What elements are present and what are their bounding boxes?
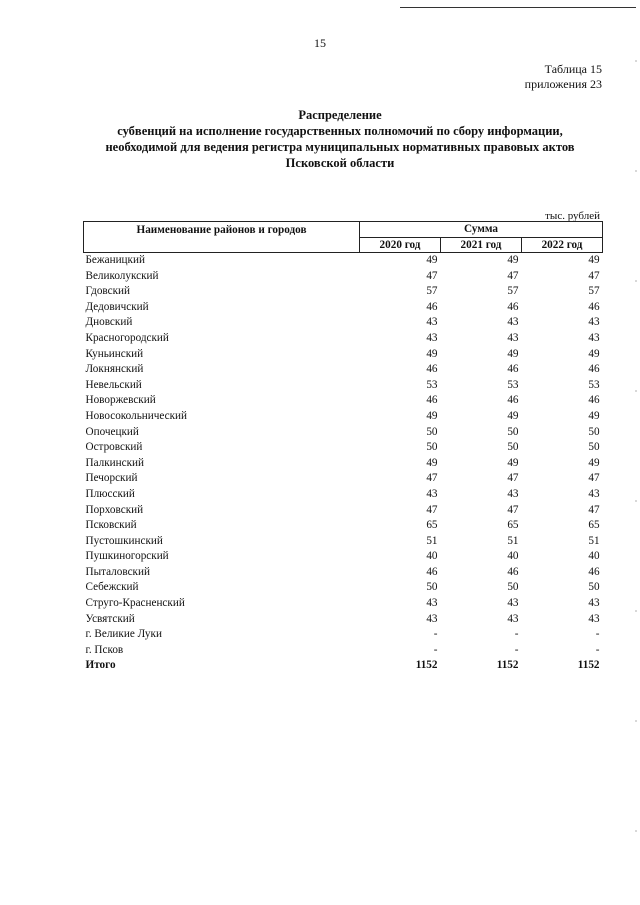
table-row: [84, 269, 603, 285]
amount-2021: 50: [507, 425, 519, 438]
amount-2020: 50: [426, 581, 438, 594]
top-rule: [400, 7, 636, 8]
document-title-line-1: Распределение: [298, 108, 382, 122]
table-row: [84, 627, 603, 643]
district-name: Палкинский: [85, 456, 145, 469]
district-name: Новоржевский: [85, 394, 156, 407]
district-name: Бежаницкий: [85, 254, 145, 266]
amount-2020: 43: [426, 612, 438, 625]
amount-2022: 43: [588, 597, 600, 610]
amount-2021: 49: [507, 347, 519, 360]
amount-2020: -: [433, 643, 438, 656]
amount-2021: 47: [507, 269, 519, 282]
amount-2021: 49: [507, 456, 519, 469]
district-name: Пыталовский: [85, 565, 150, 578]
amount-2021: 53: [507, 378, 519, 391]
amount-2022: 47: [588, 503, 600, 516]
distribution-table: [83, 221, 603, 674]
amount-2020: 46: [426, 300, 438, 313]
page-number: 15: [314, 36, 326, 50]
amount-2020: 49: [426, 254, 438, 266]
amount-2021: 43: [507, 331, 519, 344]
amount-2021: -: [514, 628, 519, 641]
amount-2021: 51: [507, 534, 519, 547]
amount-2020: 40: [426, 550, 438, 563]
amount-2022: 49: [588, 409, 600, 422]
district-name: Печорский: [85, 472, 138, 485]
scan-edge-marks: [635, 0, 637, 905]
header-sum: Сумма: [360, 222, 603, 238]
district-name: Куньинский: [85, 347, 144, 360]
table-row: [84, 471, 603, 487]
table-row: [84, 596, 603, 612]
amount-2022: 49: [588, 254, 600, 266]
header-year-2021: 2021 год: [441, 237, 522, 253]
amount-2020: 47: [426, 472, 438, 485]
amount-2022: 65: [588, 519, 600, 532]
header-name: Наименование районов и городов: [84, 222, 360, 253]
amount-2022: 43: [588, 316, 600, 329]
amount-2020: 49: [426, 456, 438, 469]
amount-2022: 50: [588, 581, 600, 594]
amount-2022: 53: [588, 378, 600, 391]
amount-2022: 47: [588, 269, 600, 282]
amount-2021: 46: [507, 363, 519, 376]
amount-2022: 40: [588, 550, 600, 563]
table-row: [84, 518, 603, 534]
amount-2022: -: [595, 628, 600, 641]
amount-2020: 43: [426, 331, 438, 344]
table-row: [84, 315, 603, 331]
amount-2022: 46: [588, 394, 600, 407]
table-row: [84, 440, 603, 456]
district-name: Плюсский: [85, 487, 135, 500]
table-row: [84, 253, 603, 269]
total-label: Итого: [85, 659, 116, 672]
district-name: г. Великие Луки: [85, 628, 162, 641]
amount-2020: 46: [426, 363, 438, 376]
district-name: Дновский: [85, 316, 133, 329]
district-name: Струго-Красненский: [85, 597, 185, 610]
table-caption-number: Таблица 15: [544, 62, 602, 76]
amount-2022: 57: [588, 285, 600, 298]
district-name: Невельский: [85, 378, 142, 391]
amount-2021: 50: [507, 441, 519, 454]
district-name: Локнянский: [85, 363, 144, 376]
district-name: Псковский: [85, 519, 137, 532]
total-value-2022: 1152: [577, 659, 600, 672]
amount-2020: 57: [426, 285, 438, 298]
amount-2020: 53: [426, 378, 438, 391]
amount-2021: 40: [507, 550, 519, 563]
total-value-2021: 1152: [496, 659, 519, 672]
amount-2022: 43: [588, 331, 600, 344]
table-row: [84, 456, 603, 472]
table-body: [84, 253, 603, 675]
district-name: Пушкиногорский: [85, 550, 169, 563]
table-row: [84, 300, 603, 316]
amount-2022: 50: [588, 425, 600, 438]
amount-2022: 50: [588, 441, 600, 454]
amount-2022: 47: [588, 472, 600, 485]
amount-2021: 43: [507, 597, 519, 610]
table-row: [84, 347, 603, 363]
amount-2021: 47: [507, 472, 519, 485]
amount-2021: 46: [507, 394, 519, 407]
table-total-row: [84, 658, 603, 674]
amount-2022: 43: [588, 487, 600, 500]
district-name: Гдовский: [85, 285, 131, 298]
table-row: [84, 362, 603, 378]
amount-2022: 43: [588, 612, 600, 625]
amount-2022: 46: [588, 363, 600, 376]
amount-2021: 65: [507, 519, 519, 532]
district-name: Дедовичский: [85, 300, 149, 313]
amount-2021: 47: [507, 503, 519, 516]
amount-2020: 50: [426, 441, 438, 454]
total-value-2020: 1152: [415, 659, 438, 672]
header-year-2022: 2022 год: [522, 237, 603, 253]
amount-2022: 49: [588, 456, 600, 469]
amount-2020: 50: [426, 425, 438, 438]
amount-2020: 43: [426, 487, 438, 500]
amount-2021: 46: [507, 565, 519, 578]
table-row: [84, 409, 603, 425]
table-caption-appendix: приложения 23: [524, 77, 602, 91]
amount-2022: 46: [588, 565, 600, 578]
table-row: [84, 503, 603, 519]
document-title-line-2: субвенций на исполнение государственных полномочий по сбору информации,: [117, 124, 563, 138]
amount-2021: 49: [507, 409, 519, 422]
amount-2020: 51: [426, 534, 438, 547]
district-name: Островский: [85, 441, 143, 454]
amount-2021: 49: [507, 254, 519, 266]
amount-2022: 46: [588, 300, 600, 313]
district-name: г. Псков: [85, 643, 124, 656]
amount-2020: 46: [426, 565, 438, 578]
amount-2021: 43: [507, 612, 519, 625]
district-name: Новосокольнический: [85, 409, 188, 422]
amount-2021: 46: [507, 300, 519, 313]
table-row: [84, 425, 603, 441]
table-row: [84, 612, 603, 628]
amount-2021: -: [514, 643, 519, 656]
amount-2020: 49: [426, 347, 438, 360]
amount-2021: 43: [507, 487, 519, 500]
amount-2020: -: [433, 628, 438, 641]
amount-2021: 43: [507, 316, 519, 329]
table-row: [84, 284, 603, 300]
district-name: Усвятский: [85, 612, 135, 625]
amount-2020: 47: [426, 503, 438, 516]
district-name: Великолукский: [85, 269, 159, 282]
table-row: [84, 643, 603, 659]
district-name: Опочецкий: [85, 425, 139, 438]
amount-2020: 43: [426, 597, 438, 610]
district-name: Пустошкинский: [85, 534, 163, 547]
amount-2021: 50: [507, 581, 519, 594]
amount-2021: 57: [507, 285, 519, 298]
document-title-line-4: Псковской области: [285, 156, 395, 170]
table-row: [84, 331, 603, 347]
table-row: [84, 487, 603, 503]
table-row: [84, 580, 603, 596]
table-row: [84, 393, 603, 409]
header-year-2020: 2020 год: [360, 237, 441, 253]
amount-2020: 43: [426, 316, 438, 329]
table-row: [84, 534, 603, 550]
amount-2022: -: [595, 643, 600, 656]
amount-2020: 49: [426, 409, 438, 422]
amount-2020: 47: [426, 269, 438, 282]
district-name: Порховский: [85, 503, 144, 516]
document-title-line-3: необходимой для ведения регистра муниципальных нормативных правовых актов: [105, 140, 575, 154]
district-name: Себежский: [85, 581, 139, 594]
table-row: [84, 549, 603, 565]
amount-2022: 49: [588, 347, 600, 360]
amount-2022: 51: [588, 534, 600, 547]
amount-2020: 65: [426, 519, 438, 532]
district-name: Красногородский: [85, 331, 169, 344]
amount-2020: 46: [426, 394, 438, 407]
units-label: тыс. рублей: [545, 210, 600, 222]
table-row: [84, 378, 603, 394]
table-row: [84, 565, 603, 581]
